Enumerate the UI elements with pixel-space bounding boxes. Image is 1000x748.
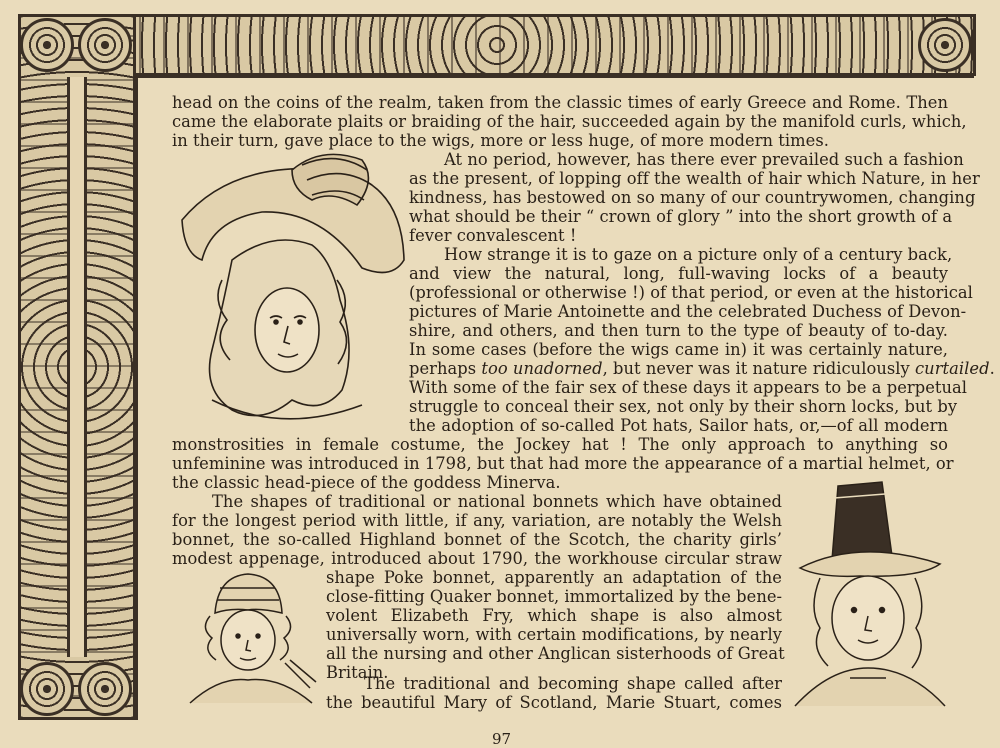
text-line: shire, and others, and then turn to the type of beauty of to-day. — [409, 321, 948, 340]
welsh-hat-woman-illustration — [790, 478, 950, 708]
page-number: 97 — [492, 730, 512, 748]
text-line: The traditional and becoming shape called after — [364, 674, 782, 693]
text-fragment: . — [989, 359, 995, 378]
text-line: volent Elizabeth Fry, which shape is also almost — [326, 606, 782, 625]
text-line: for the longest period with little, if any, variation, are notably the Welsh — [172, 511, 782, 530]
rosette-ornament-top-left-2 — [78, 18, 132, 72]
text-line: modest appenage, introduced about 1790, the workhouse circular straw — [172, 549, 782, 568]
text-line: as the present, of lopping off the wealth of hair which Nature, in her — [409, 169, 980, 188]
text-line: Britain. — [326, 663, 389, 682]
text-line: universally worn, with certain modifications, by nearly — [326, 625, 782, 644]
rosette-ornament-bottom-left — [20, 662, 74, 716]
text-line: In some cases (before the wigs came in) it was certainly nature, — [409, 340, 948, 359]
text-line: and view the natural, long, full-waving locks of a beauty — [409, 264, 948, 283]
charity-girl-cap-illustration — [180, 568, 320, 708]
text-line: At no period, however, has there ever prevailed such a fashion — [444, 150, 964, 169]
rosette-ornament-top-left — [20, 18, 74, 72]
text-line: all the nursing and other Anglican sisterhoods of Great — [326, 644, 785, 663]
text-line: came the elaborate plaits or braiding of the hair, succeeded again by the manifold curls, which, — [172, 112, 967, 131]
text-line: unfeminine was introduced in 1798, but that had more the appearance of a martial helmet, or — [172, 454, 954, 473]
text-line: struggle to conceal their sex, not only by their shorn locks, but by — [409, 397, 958, 416]
text-line-italic-emphasis — [409, 359, 995, 378]
ornamental-border-left — [18, 14, 136, 720]
text-line: fever convalescent ! — [409, 226, 577, 245]
text-line: the adoption of so-called Pot hats, Sailor hats, or,—of all modern — [409, 416, 948, 435]
text-line: head on the coins of the realm, taken from the classic times of early Greece and Rome. Then — [172, 93, 948, 112]
text-line: in their turn, gave place to the wigs, more or less huge, of more modern times. — [172, 131, 829, 150]
text-line: kindness, has bestowed on so many of our countrywomen, changing — [409, 188, 976, 207]
text-line: the classic head-piece of the goddess Minerva. — [172, 473, 561, 492]
text-line: monstrosities in female costume, the Jockey hat ! The only approach to anything so — [172, 435, 948, 454]
text-line: pictures of Marie Antoinette and the celebrated Duchess of Devon- — [409, 302, 967, 321]
text-fragment: perhaps — [409, 359, 482, 378]
text-line: what should be their “ crown of glory ” into the short growth of a — [409, 207, 953, 226]
ornamental-border-top — [18, 14, 976, 76]
text-line: bonnet, the so-called Highland bonnet of the Scotch, the charity girls’ — [172, 530, 782, 549]
rosette-ornament-bottom-left-2 — [78, 662, 132, 716]
rosette-ornament-top-right — [918, 18, 972, 72]
text-line: With some of the fair sex of these days it appears to be a perpetual — [409, 378, 968, 397]
text-line: The shapes of traditional or national bonnets which have obtained — [212, 492, 782, 511]
italic-text: curtailed — [915, 359, 990, 378]
text-line: How strange it is to gaze on a picture only of a century back, — [444, 245, 953, 264]
text-line: close-fitting Quaker bonnet, immortalized by the bene- — [326, 587, 783, 606]
text-fragment: , but never was it nature ridiculously — [602, 359, 915, 378]
text-line: (professional or otherwise !) of that period, or even at the historical — [409, 283, 973, 302]
border-inner-rule — [67, 77, 87, 657]
italic-text: too unadorned — [481, 359, 603, 378]
text-line: the beautiful Mary of Scotland, Marie Stuart, comes — [326, 693, 782, 712]
plumed-hat-lady-illustration — [172, 150, 412, 430]
text-line: shape Poke bonnet, apparently an adaptation of the — [326, 568, 782, 587]
